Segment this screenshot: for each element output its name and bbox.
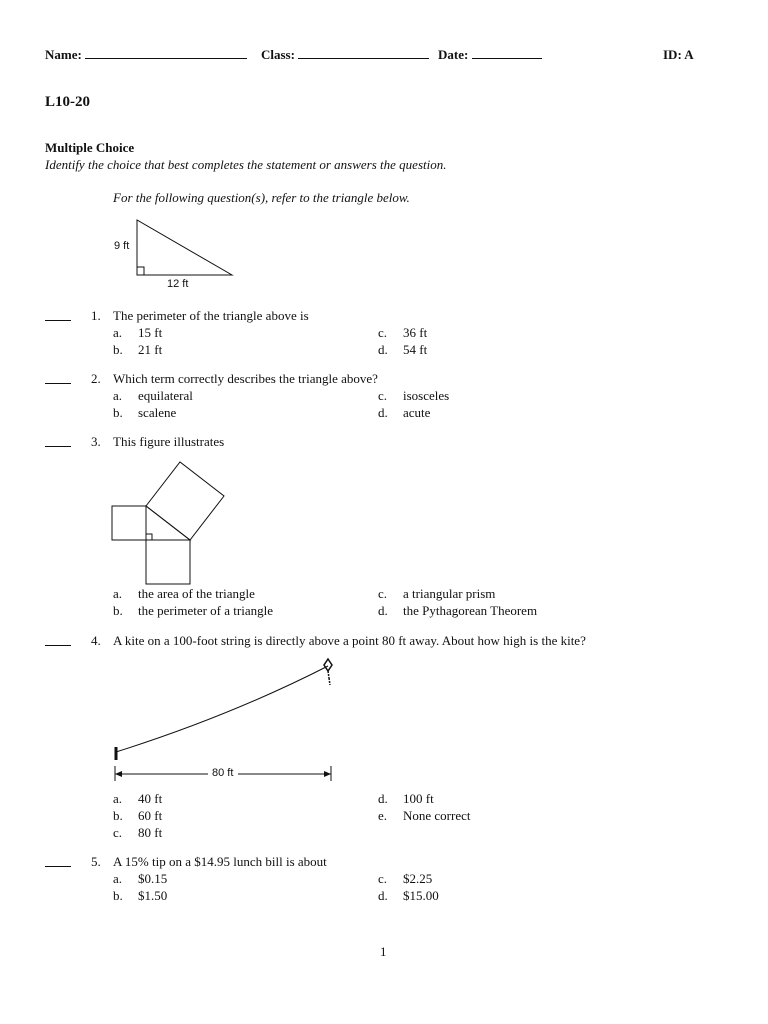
document-title: L10-20: [45, 94, 90, 110]
choice-letter: d.: [378, 342, 388, 357]
choice-text: the perimeter of a triangle: [138, 603, 273, 618]
choice-letter: c.: [378, 388, 388, 403]
choice-text: 21 ft: [138, 342, 163, 357]
answer-blank-4[interactable]: [45, 645, 71, 646]
question-text: A kite on a 100-foot string is directly above a point 80 ft away. About how high is the kite?: [113, 633, 586, 648]
answer-blank-5[interactable]: [45, 866, 71, 867]
choice-text: 40 ft: [138, 791, 163, 806]
triangle-base-label: 12 ft: [167, 278, 189, 290]
question-text: Which term correctly describes the triangle above?: [113, 371, 378, 386]
choice-letter: a.: [113, 791, 123, 806]
choice-text: isosceles: [403, 388, 450, 403]
page-number: 1: [380, 944, 387, 959]
choice-text: $0.15: [138, 871, 168, 886]
choice-letter: d.: [378, 405, 388, 420]
choice-text: $15.00: [403, 888, 439, 903]
choice-letter: d.: [378, 791, 388, 806]
choice-letter: d.: [378, 888, 388, 903]
class-blank[interactable]: [298, 47, 429, 59]
choice-text: None correct: [403, 808, 471, 823]
choice-text: 100 ft: [403, 791, 434, 806]
question-number: 2.: [91, 371, 101, 386]
section-instructions: Identify the choice that best completes the statement or answers the question.: [45, 157, 447, 172]
choice-letter: c.: [378, 586, 388, 601]
choice-letter: a.: [113, 871, 123, 886]
pythagorean-squares-figure: [110, 456, 230, 588]
choice-text: a triangular prism: [403, 586, 496, 601]
choice-text: the Pythagorean Theorem: [403, 603, 538, 618]
refer-note: For the following question(s), refer to the triangle below.: [113, 190, 410, 205]
id-label: ID: A: [663, 47, 694, 62]
choice-letter: b.: [113, 405, 123, 420]
choice-letter: a.: [113, 325, 123, 340]
question-number: 5.: [91, 854, 101, 869]
choice-text: 36 ft: [403, 325, 428, 340]
choice-text: 15 ft: [138, 325, 163, 340]
name-label: Name:: [45, 47, 82, 62]
choice-letter: c.: [378, 325, 388, 340]
choice-letter: a.: [113, 586, 123, 601]
class-field-row: [261, 47, 429, 63]
choice-letter: c.: [113, 825, 123, 840]
choice-letter: b.: [113, 888, 123, 903]
choice-text: 54 ft: [403, 342, 428, 357]
answer-blank-2[interactable]: [45, 383, 71, 384]
choice-letter: d.: [378, 603, 388, 618]
name-field-row: [45, 47, 247, 63]
answer-blank-1[interactable]: [45, 320, 71, 321]
choice-text: 80 ft: [138, 825, 163, 840]
kite-distance-label: 80 ft: [212, 767, 234, 779]
question-text: A 15% tip on a $14.95 lunch bill is about: [113, 854, 327, 869]
question-number: 4.: [91, 633, 101, 648]
choice-text: 60 ft: [138, 808, 163, 823]
choice-letter: c.: [378, 871, 388, 886]
date-field-row: [438, 47, 542, 63]
choice-text: the area of the triangle: [138, 586, 255, 601]
section-title: Multiple Choice: [45, 140, 135, 155]
choice-text: acute: [403, 405, 431, 420]
choice-text: scalene: [138, 405, 177, 420]
choice-text: $2.25: [403, 871, 433, 886]
choice-letter: e.: [378, 808, 388, 823]
question-text: This figure illustrates: [113, 434, 225, 449]
choice-text: $1.50: [138, 888, 168, 903]
choice-letter: b.: [113, 603, 123, 618]
choice-letter: a.: [113, 388, 123, 403]
choice-letter: b.: [113, 342, 123, 357]
question-text: The perimeter of the triangle above is: [113, 308, 309, 323]
choice-text: equilateral: [138, 388, 193, 403]
date-blank[interactable]: [472, 47, 542, 59]
class-label: Class:: [261, 47, 295, 62]
name-blank[interactable]: [85, 47, 247, 59]
date-label: Date:: [438, 47, 469, 62]
question-number: 1.: [91, 308, 101, 323]
choice-letter: b.: [113, 808, 123, 823]
question-number: 3.: [91, 434, 101, 449]
triangle-side-label: 9 ft: [114, 240, 130, 252]
answer-blank-3[interactable]: [45, 446, 71, 447]
